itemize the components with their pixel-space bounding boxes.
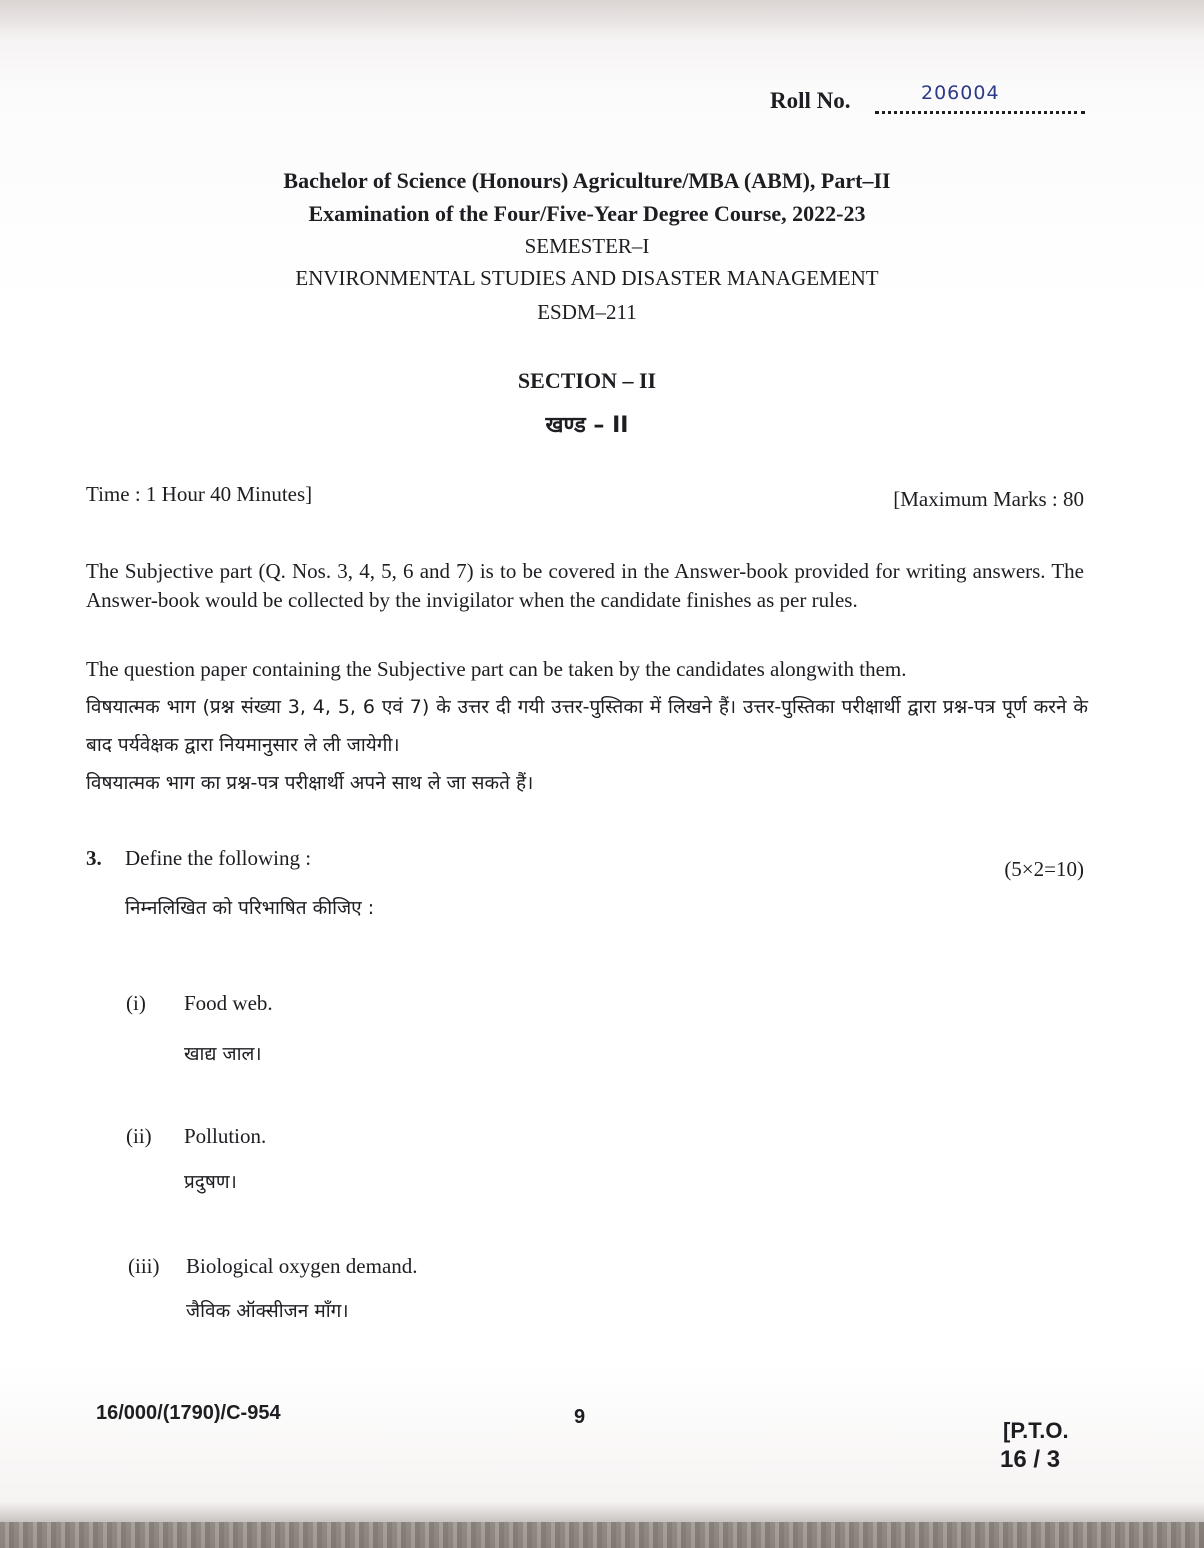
degree-title: Bachelor of Science (Honours) Agriculture/MBA (ABM), Part–II <box>283 168 891 193</box>
time-allowed: Time : 1 Hour 40 Minutes] <box>86 482 313 506</box>
instruction-english-2: The question paper containing the Subjective part can be taken by the candidates alongwith them. <box>86 657 907 681</box>
roll-number-value: 206004 <box>875 82 1085 114</box>
sheet-number: 16 / 3 <box>1000 1446 1061 1473</box>
list-item-english: Pollution. <box>184 1124 267 1148</box>
question-text-hindi: निम्नलिखित को परिभाषित कीजिए : <box>125 897 375 919</box>
paper-code: 16/000/(1790)/C-954 <box>96 1402 281 1424</box>
roll-number-label: Roll No. <box>770 88 851 113</box>
list-item-english: Food web. <box>184 991 273 1015</box>
list-item-hindi: खाद्य जाल। <box>184 1043 262 1065</box>
question-text: Define the following : <box>125 846 312 870</box>
list-item-number: (ii) <box>126 1124 152 1148</box>
instruction-hindi-1: विषयात्मक भाग (प्रश्न संख्या 3, 4, 5, 6 एवं 7) के उत्तर दी गयी उत्तर-पुस्तिका में लिखने हैं। उत्तर-पुस्तिका परीक्षार्थी द्वारा प्रश्न-पत्र पूर्ण करने के बाद पर्यवेक्षक द्वारा नियमानुसार ले ली जायेगी। <box>86 696 1088 756</box>
section-heading-hindi: खण्ड – II <box>545 413 629 438</box>
list-item-english: Biological oxygen demand. <box>186 1254 418 1278</box>
semester-label: SEMESTER–I <box>524 234 650 258</box>
instruction-hindi-2: विषयात्मक भाग का प्रश्न-पत्र परीक्षार्थी अपने साथ ले जा सकते हैं। <box>86 772 534 794</box>
question-number: 3. <box>86 846 102 870</box>
section-heading-english: SECTION – II <box>517 368 657 393</box>
maximum-marks: [Maximum Marks : 80 <box>893 487 1084 511</box>
page-number: 9 <box>574 1406 586 1428</box>
please-turn-over: [P.T.O. <box>1003 1418 1069 1443</box>
list-item-number: (i) <box>126 991 146 1015</box>
exam-title: Examination of the Four/Five-Year Degree Course, 2022-23 <box>308 201 866 226</box>
subject-code: ESDM–211 <box>537 300 637 324</box>
list-item-number: (iii) <box>128 1254 160 1278</box>
list-item-hindi: प्रदुषण। <box>184 1171 237 1193</box>
list-item-hindi: जैविक ऑक्सीजन माँग। <box>186 1300 349 1322</box>
question-marks: (5×2=10) <box>1004 857 1084 881</box>
instruction-english-1: The Subjective part (Q. Nos. 3, 4, 5, 6 and 7) is to be covered in the Answer-book provided for writing answers. The Answer-book would be collected by the invigilator when the candidate finishes as per rules. <box>86 559 1084 612</box>
subject-title: ENVIRONMENTAL STUDIES AND DISASTER MANAGEMENT <box>295 266 879 290</box>
